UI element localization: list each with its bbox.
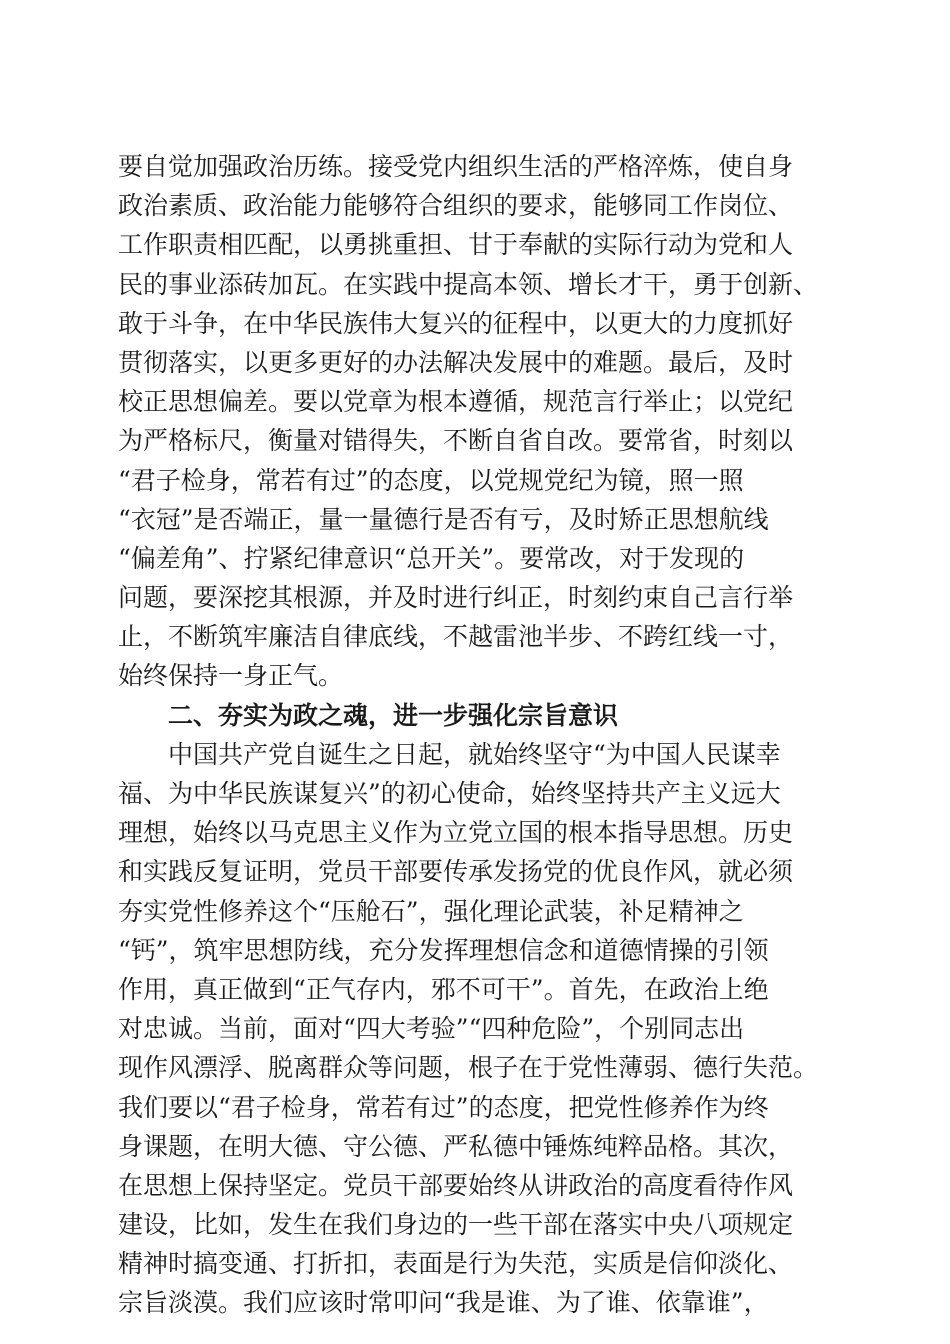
paragraph-1: [118, 147, 828, 696]
paragraph-line: 福、为中华民族谋复兴”的初心使命，始终坚持共产主义远大: [118, 779, 781, 808]
paragraph-line: 问题，要深挖其根源，并及时进行纠正，时刻约束自己言行举: [118, 583, 794, 613]
paragraph-line: 始终保持一身正气。: [118, 661, 344, 691]
paragraph-line: 校正思想偏差。要以党章为根本遵循，规范言行举止；以党纪: [118, 387, 794, 417]
paragraph-line: “钙”，筑牢思想防线，充分发挥理想信念和道德情操的引领: [118, 935, 769, 965]
paragraph-line: 对忠诚。当前，面对“四大考验”“四种危险”，个别同志出: [118, 1014, 745, 1044]
paragraph-2: [118, 735, 828, 1323]
paragraph-line: 宗旨淡漠。我们应该时常叩问“我是谁、为了谁、依靠谁”，: [118, 1288, 769, 1318]
paragraph-line: 工作职责相匹配，以勇挑重担、甘于奉献的实际行动为党和人: [118, 230, 794, 260]
section-heading: 二、夯实为政之魂，进一步强化宗旨意识: [168, 700, 619, 730]
paragraph-line: 敢于斗争，在中华民族伟大复兴的征程中，以更大的力度抓好: [118, 308, 794, 338]
paragraph-line: 贯彻落实，以更多更好的办法解决发展中的难题。最后，及时: [118, 347, 794, 377]
paragraph-line: 在思想上保持坚定。党员干部要始终从讲政治的高度看待作风: [118, 1170, 794, 1200]
paragraph-line: 精神时搞变通、打折扣，表面是行为失范，实质是信仰淡化、: [118, 1249, 794, 1279]
paragraph-line: 止，不断筑牢廉洁自律底线，不越雷池半步、不跨红线一寸，: [118, 622, 794, 652]
paragraph-line: 为严格标尺，衡量对错得失，不断自省自改。要常省，时刻以: [118, 426, 794, 456]
paragraph-line: “君子检身，常若有过”的态度，以党规党纪为镜，照一照: [118, 465, 744, 495]
paragraph-line: 和实践反复证明，党员干部要传承发扬党的优良作风，就必须: [118, 857, 794, 887]
paragraph-line: 民的事业添砖加瓦。在实践中提高本领、增长才干，勇于创新、: [118, 269, 819, 299]
paragraph-line: 理想，始终以马克思主义作为立党立国的根本指导思想。历史: [118, 818, 794, 848]
paragraph-line: 政治素质、政治能力能够符合组织的要求，能够同工作岗位、: [118, 191, 794, 221]
paragraph-line: 建设，比如，发生在我们身边的一些干部在落实中央八项规定: [118, 1210, 794, 1240]
paragraph-line: 中国共产党自诞生之日起，就始终坚守“为中国人民谋幸: [168, 739, 781, 769]
paragraph-line: 作用，真正做到“正气存内，邪不可干”。首先，在政治上绝: [118, 974, 769, 1004]
paragraph-line: 我们要以“君子检身，常若有过”的态度，把党性修养作为终: [118, 1092, 769, 1122]
paragraph-line: 要自觉加强政治历练。接受党内组织生活的严格淬炼，使自身: [118, 152, 794, 181]
paragraph-line: “衣冠”是否端正，量一量德行是否有亏，及时矫正思想航线: [118, 504, 769, 534]
paragraph-line: “偏差角”、拧紧纪律意识“总开关”。要常改，对于发现的: [118, 543, 745, 573]
document-body: [118, 147, 828, 1323]
paragraph-line: 身课题，在明大德、守公德、严私德中锤炼纯粹品格。其次，: [118, 1131, 794, 1161]
paragraph-line: 夯实党性修养这个“压舱石”，强化理论武装，补足精神之: [118, 896, 744, 926]
paragraph-line: 现作风漂浮、脱离群众等问题，根子在于党性薄弱、德行失范。: [118, 1053, 819, 1083]
